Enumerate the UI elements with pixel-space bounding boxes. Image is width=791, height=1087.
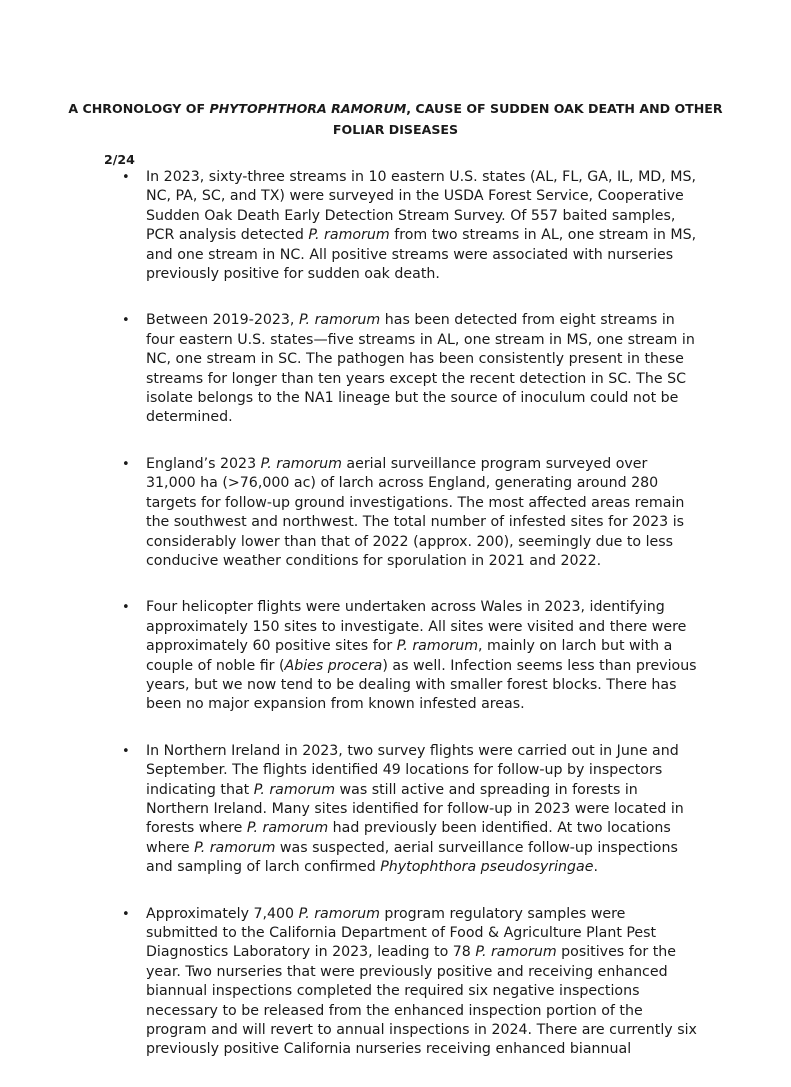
italic-term: P. ramorum [475,944,557,961]
bullet-item [122,168,701,284]
italic-term: Abies procera [284,657,383,674]
bullet-item [122,455,697,571]
italic-term: P. ramorum [194,839,276,856]
title-species: PHYTOPHTHORA RAMORUM [209,101,407,116]
title-text-rest: , CAUSE OF SUDDEN OAK DEATH AND OTHER FOLIAR DISEASES [332,101,723,137]
italic-term: P. ramorum [308,227,390,244]
bullet-marker: • [122,600,130,616]
bullet-text [146,312,699,425]
italic-term: P. ramorum [396,638,479,655]
bullet-text [146,169,701,282]
text-run: aerial surveillance program surveyed over 31,000 ha (>76,000 ac) of larch across England, generating around 280 targets for follow-up ground investigations. The most affected areas remain the southwest and northwest. The total number of infested sites for 2023 is considerably lower than that of 2022 (approx. 200), seemingly due to less conducive weather conditions for sporulation in 2021 and 2022. [146,455,689,569]
text-run: England’s 2023 [146,455,261,472]
bullet-text [146,599,701,712]
bullet-list [122,168,702,1087]
bullet-text [146,456,689,569]
italic-term: P. ramorum [298,312,381,329]
italic-term: Phytophthora pseudosyringae [380,859,594,876]
text-run: positives for the year. Two nurseries that were previously positive and receiving enhanced biannual inspections completed the required six negative inspections necessary to be released from the enhanced inspection portion of the program and will revert to annual inspections in 2024. There are currently six previously positive California nurseries receiving enhanced biannual [146,944,702,1058]
italic-term: P. ramorum [260,455,342,472]
bullet-marker: • [122,170,130,185]
text-run: Approximately 7,400 [146,905,299,922]
bullet-item [122,742,697,878]
text-run: . [593,859,598,876]
italic-term: P. ramorum [253,781,336,798]
bullet-text [146,743,688,875]
bullet-marker: • [122,743,130,759]
text-run: from two streams in AL, one stream in MS, and one stream in NC. All positive streams were associated with nurseries previously positive for sudden oak death. [146,227,701,283]
text-run: was still active and spreading in forests in Northern Ireland. Many sites identified for follow-up in 2023 were located in forests where [146,781,689,837]
title-text: A CHRONOLOGY OF [68,101,210,116]
bullet-marker: • [122,906,130,922]
text-run: , mainly on larch but with a couple of noble fir ( [146,638,677,674]
text-run: In 2023, sixty-three streams in 10 eastern U.S. states (AL, FL, GA, IL, MD, MS, NC, PA, SC, and TX) were surveyed in the USDA Forest Service, Cooperative Sudden Oak Death Early Detection Stream Survey. Of 557 baited samples, PCR analysis detected [146,169,701,244]
text-run: was suspected, aerial surveillance follow-up inspections and sampling of larch confirmed [146,839,683,876]
text-run: had previously been identified. At two locations where [146,820,676,856]
text-run: Four helicopter flights were undertaken across Wales in 2023, identifying approximately 150 sites to investigate. All sites were visited and there were approximately 60 positive sites for [146,599,691,655]
text-run: In Northern Ireland in 2023, two survey flights were carried out in June and September. The flights identified 49 locations for follow-up by inspectors indicating that [146,742,684,798]
bullet-item [122,905,702,1060]
italic-term: P. ramorum [298,905,380,922]
text-run: ) as well. Infection seems less than previous years, but we now tend to be dealing with smaller forest blocks. There has been no major expansion from known infested areas. [146,657,702,713]
text-run: has been detected from eight streams in four eastern U.S. states—five streams in AL, one stream in MS, one stream in NC, one stream in SC. The pathogen has been consistently present in these streams for longer than ten years except the recent detection in SC. The SC isolate belongs to the NA1 lineage but the source of inoculum could not be determined. [146,312,700,426]
text-run: Between 2019-2023, [146,312,299,329]
bullet-marker: • [122,456,130,472]
bullet-item [122,598,702,714]
italic-term: P. ramorum [246,820,329,837]
bullet-text [146,906,701,1058]
entry-date: 2/24 [104,152,135,167]
text-run: program regulatory samples were submitted to the California Department of Food & Agriculture Plant Pest Diagnostics Laboratory in 2023, leading to 78 [146,905,661,961]
bullet-marker: • [122,313,130,329]
bullet-item [122,311,700,427]
document-title [60,98,731,140]
